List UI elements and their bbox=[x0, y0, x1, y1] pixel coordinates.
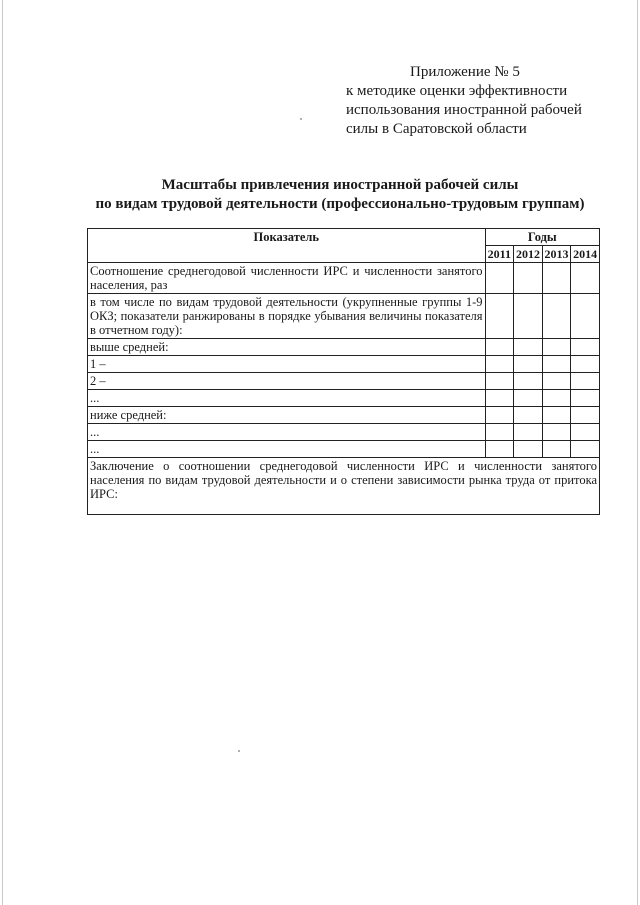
value-cell bbox=[571, 356, 600, 373]
appendix-number: Приложение № 5 bbox=[410, 64, 520, 80]
indicator-table bbox=[87, 228, 600, 515]
value-cell bbox=[542, 339, 571, 356]
value-cell bbox=[542, 424, 571, 441]
value-cell bbox=[542, 294, 571, 339]
row-label: выше средней: bbox=[88, 339, 486, 356]
table-row bbox=[88, 263, 600, 294]
table-header-row bbox=[88, 229, 600, 246]
scan-speck bbox=[238, 750, 240, 752]
year-cell: 2011 bbox=[485, 246, 514, 263]
document-title bbox=[60, 176, 620, 214]
value-cell bbox=[571, 390, 600, 407]
conclusion-text: Заключение о соотношении среднегодовой численности ИРС и численности занятого населения по видам трудовой деятельности и о степени зависимости рынка труда от притока ИРС: bbox=[88, 458, 600, 515]
appendix-line-3: силы в Саратовской области bbox=[346, 121, 527, 137]
value-cell bbox=[542, 263, 571, 294]
value-cell bbox=[542, 356, 571, 373]
value-cell bbox=[485, 424, 514, 441]
value-cell bbox=[485, 294, 514, 339]
appendix-line-2: использования иностранной рабочей bbox=[346, 102, 582, 118]
row-label: ... bbox=[88, 441, 486, 458]
value-cell bbox=[514, 424, 543, 441]
header-indicator: Показатель bbox=[88, 229, 486, 263]
table-row bbox=[88, 373, 600, 390]
value-cell bbox=[485, 263, 514, 294]
value-cell bbox=[485, 339, 514, 356]
appendix-line-1: к методике оценки эффективности bbox=[346, 83, 568, 99]
value-cell bbox=[485, 373, 514, 390]
scan-edge-left bbox=[2, 0, 3, 905]
value-cell bbox=[485, 407, 514, 424]
value-cell bbox=[571, 407, 600, 424]
table-row bbox=[88, 424, 600, 441]
year-cell: 2014 bbox=[571, 246, 600, 263]
value-cell bbox=[571, 294, 600, 339]
appendix-header bbox=[346, 63, 616, 139]
value-cell bbox=[514, 390, 543, 407]
row-label: ниже средней: bbox=[88, 407, 486, 424]
value-cell bbox=[542, 390, 571, 407]
value-cell bbox=[514, 339, 543, 356]
table-row bbox=[88, 339, 600, 356]
value-cell bbox=[542, 407, 571, 424]
table-row bbox=[88, 294, 600, 339]
row-label: ... bbox=[88, 390, 486, 407]
value-cell bbox=[514, 356, 543, 373]
value-cell bbox=[514, 407, 543, 424]
scan-speck bbox=[300, 118, 302, 120]
row-label: в том числе по видам трудовой деятельности (укрупненные группы 1-9 ОКЗ; показатели ранжированы в порядке убывания величины показателя в отчетном году): bbox=[88, 294, 486, 339]
title-line-2: по видам трудовой деятельности (профессионально-трудовым группам) bbox=[95, 196, 585, 212]
value-cell bbox=[571, 441, 600, 458]
table-row bbox=[88, 390, 600, 407]
row-label: 1 – bbox=[88, 356, 486, 373]
table-row bbox=[88, 356, 600, 373]
value-cell bbox=[514, 263, 543, 294]
year-cell: 2012 bbox=[514, 246, 543, 263]
header-years: Годы bbox=[485, 229, 599, 246]
value-cell bbox=[514, 294, 543, 339]
value-cell bbox=[571, 339, 600, 356]
value-cell bbox=[571, 263, 600, 294]
table-row bbox=[88, 441, 600, 458]
scan-edge-right bbox=[637, 0, 638, 905]
year-cell: 2013 bbox=[542, 246, 571, 263]
value-cell bbox=[514, 441, 543, 458]
title-line-1: Масштабы привлечения иностранной рабочей силы bbox=[161, 177, 519, 193]
table-row bbox=[88, 407, 600, 424]
value-cell bbox=[485, 356, 514, 373]
value-cell bbox=[542, 441, 571, 458]
value-cell bbox=[485, 441, 514, 458]
value-cell bbox=[542, 373, 571, 390]
value-cell bbox=[571, 424, 600, 441]
row-label: 2 – bbox=[88, 373, 486, 390]
value-cell bbox=[485, 390, 514, 407]
conclusion-row bbox=[88, 458, 600, 515]
row-label: Соотношение среднегодовой численности ИРС и численности занятого населения, раз bbox=[88, 263, 486, 294]
value-cell bbox=[514, 373, 543, 390]
row-label: ... bbox=[88, 424, 486, 441]
value-cell bbox=[571, 373, 600, 390]
